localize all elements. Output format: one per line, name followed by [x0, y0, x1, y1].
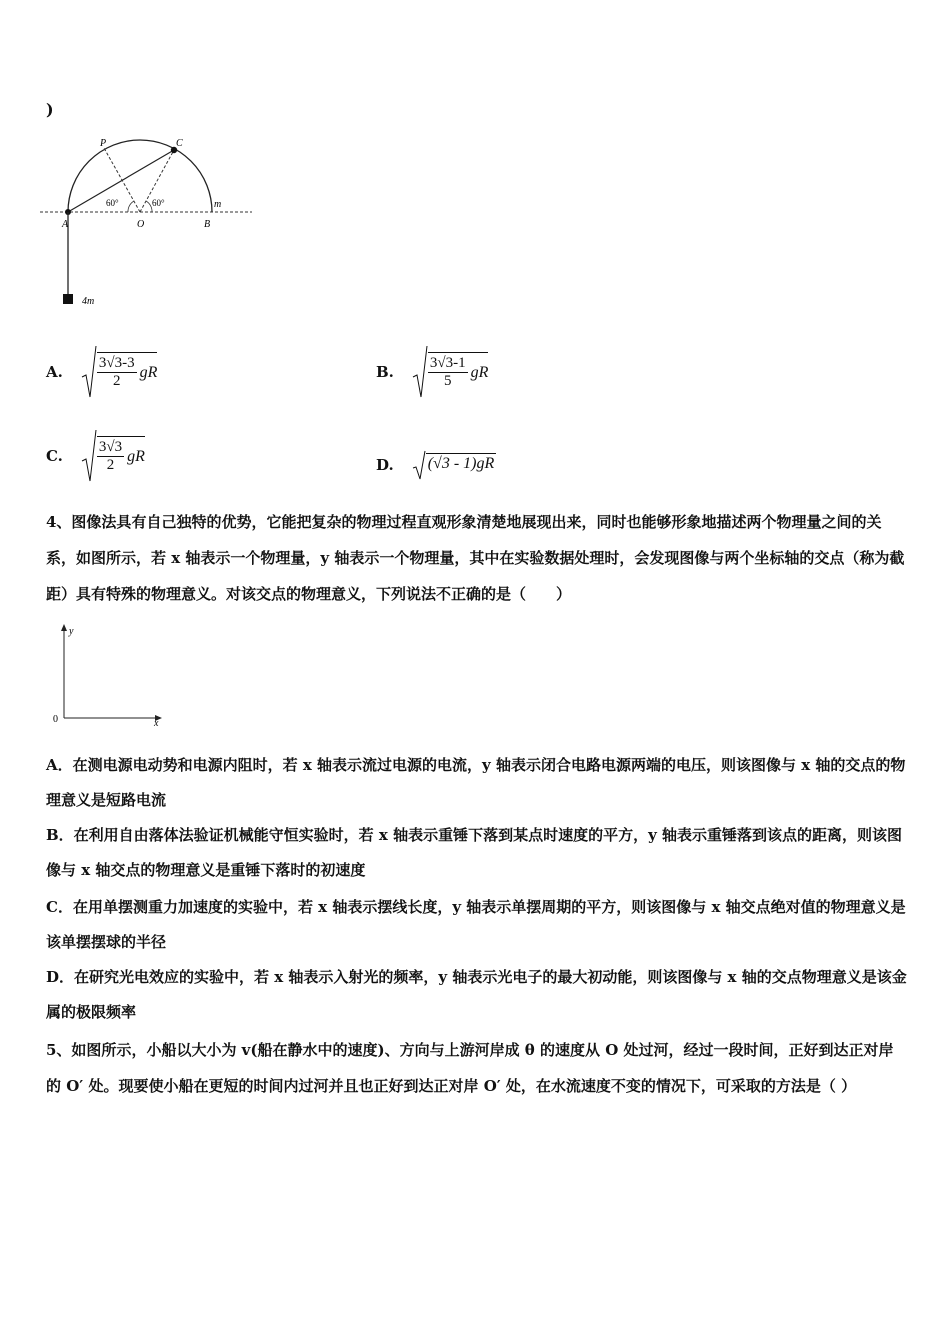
- q3-semicircle-arc: [68, 140, 212, 212]
- q3-label-4m: 4m: [82, 296, 95, 307]
- q3-option-d[interactable]: [376, 448, 496, 482]
- q3-mass-block: [63, 294, 73, 304]
- q3-label-b: B: [204, 219, 211, 230]
- q3-label-o: O: [137, 219, 145, 230]
- q3-label-p: P: [100, 138, 107, 149]
- q4-option-a[interactable]: A．在测电源电动势和电源内阻时，若 x 轴表示流过电源的电流，y 轴表示闭合电路电源两端的电压，则该图像与 x 轴的交点的物理意义是短路电流: [46, 756, 906, 809]
- q3-option-c-label: C.: [46, 447, 63, 465]
- q3-semicircle-figure: [40, 128, 270, 310]
- q4-option-c[interactable]: C．在用单摆测重力加速度的实验中，若 x 轴表示摆线长度，y 轴表示单摆周期的平方，则该图像与 x 轴交点绝对值的物理意义是该单摆摆球的半径: [46, 898, 906, 951]
- q3-option-b-label: B.: [376, 363, 394, 381]
- q3-option-a-tail: gR: [139, 363, 158, 381]
- q3-label-a: A: [62, 219, 69, 230]
- q3-option-b[interactable]: [376, 344, 488, 400]
- q4-option-b[interactable]: B．在利用自由落体法验证机械能守恒实验时，若 x 轴表示重锤下落到某点时速度的平方，y 轴表示重锤落到该点的距离，则该图像与 x 轴交点的物理意义是重锤下落时的初速度: [46, 826, 903, 879]
- q4-option-d[interactable]: D．在研究光电效应的实验中，若 x 轴表示入射光的频率，y 轴表示光电子的最大初动能，则该图像与 x 轴的交点物理意义是该金属的极限频率: [46, 968, 907, 1021]
- q4-label-y: y: [69, 626, 74, 637]
- q3-option-b-den: 5: [444, 373, 452, 389]
- q3-option-c-tail: gR: [127, 447, 145, 465]
- sqrt-icon: [412, 450, 426, 480]
- q4-label-origin: 0: [53, 714, 58, 725]
- q3-option-b-num: 3√3-1: [429, 355, 466, 371]
- q4-axes-figure: [48, 622, 172, 728]
- q4-label-x: x: [154, 718, 159, 728]
- q4-y-arrow: [61, 624, 67, 631]
- q3-option-a-label: A.: [46, 363, 63, 381]
- q3-option-a-num: 3√3-3: [98, 355, 135, 371]
- q3-label-c: C: [176, 138, 183, 149]
- q3-option-d-expr: (√3 - 1)gR: [427, 455, 495, 472]
- q3-option-b-tail: gR: [470, 363, 489, 381]
- q3-option-c-num: 3√3: [98, 439, 123, 455]
- q3-bracket: ): [46, 100, 54, 119]
- q3-option-a[interactable]: [46, 344, 157, 400]
- q5-stem: 5、如图所示，小船以大小为 v(船在静水中的速度)、方向与上游河岸成 θ 的速度从 O 处过河，经过一段时间，正好到达正对岸的 O′ 处。现要使小船在更短的时间内过河并且也正好到达正对岸 O′ 处，在水流速度不变的情况下，可采取的方法是（ ）: [46, 1041, 894, 1095]
- q3-label-angle-right: 60°: [152, 198, 165, 208]
- q3-option-c-den: 2: [106, 457, 115, 473]
- q3-angle-arc-left: [128, 201, 134, 212]
- q3-label-angle-left: 60°: [106, 198, 119, 208]
- q3-option-d-label: D.: [376, 456, 394, 474]
- q3-option-c[interactable]: [46, 428, 145, 484]
- sqrt-icon: [81, 345, 97, 399]
- q3-label-m: m: [214, 199, 222, 210]
- q3-option-a-den: 2: [112, 373, 121, 389]
- q4-stem: 4、图像法具有自己独特的优势，它能把复杂的物理过程直观形象清楚地展现出来，同时也能够形象地描述两个物理量之间的关系，如图所示，若 x 轴表示一个物理量，y 轴表示一个物理量，其中在实验数据处理时，会发现图像与两个坐标轴的交点（称为截距）具有特殊的物理意义。对该交点的物理意义，下列说法不正确的是（ ）: [46, 513, 905, 603]
- sqrt-icon: [81, 429, 97, 483]
- sqrt-icon: [412, 345, 428, 399]
